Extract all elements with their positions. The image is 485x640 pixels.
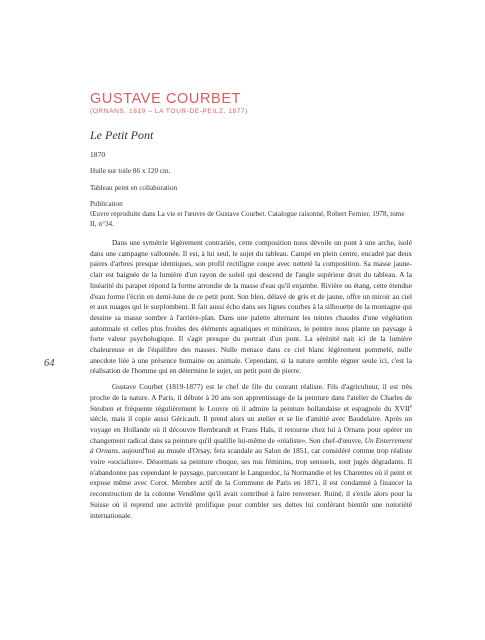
work-year: 1870 [90, 150, 106, 159]
bio-part-1: Gustave Courbet (1819-1877) est le chef de file du courant réaliste. Fils d'agriculteur, il est très proche de la nature. A Paris, il débute à 20 ans son apprentissage de la peinture dans l'atelier de Charles de Steuben et fréquente régulièrement le Louvre où il admire la peinture hollandaise et espagnole du XVII [90, 382, 412, 413]
century-superscript: e [409, 404, 412, 410]
bio-part-3: , aujourd'hui au musée d'Orsay, fera scandale au Salon de 1851, car considéré comme trop réaliste voire «socialiste». Désormais sa peinture choque, ses nus féminins, trop sensuels, sont jugés dégradants. Il n'abandonne pas cependant le paysage, parcourant le Languedoc, la Normandie et les Charentes où il peint et expose même avec Corot. Membre actif de la Commune de Paris en 1871, il est condamné à financer la reconstruction de la colonne Vendôme qu'il avait contribué à faire renverser. Ruiné, il s'exile alors pour la Suisse où il reprend une activité prolifique pour combler ses dettes lui conférant bientôt une notoriété internationale. [90, 446, 412, 520]
publication-label: Publication [90, 200, 123, 208]
work-title: Le Petit Pont [90, 128, 154, 142]
artwork-reference: Un Enterrement à Ornans [90, 435, 413, 456]
paragraph-description: Dans une symétrie légèrement contrariée, cette composition nous dévoile un pont à une arche, isolé dans une campagne vallonnée. Il est, à lui seul, le sujet du tableau. Campé en plein centre, encadré par deux paires d'arbres presque identiques, son profil rectiligne coupe avec netteté la composition. Sa masse jaune-clair est baignée de la lumière d'un rayon de soleil qui descend de l'angle supérieur droit du tableau. A la linéarité du parapet répond la forme arrondie de la masse d'eau qu'il enjambe. Rivière ou étang, cette étendue d'eau forme l'écrin en demi-lune de ce petit pont. Son bleu, délavé de gris et de jaune, offre un miroir au ciel et aux nuages qui le surplombent. Il fait aussi écho dans ses lignes courbes à la silhouette de la montagne qui dessine sa masse sombre à l'arrière-plan. Dans une palette alternant les teintes chaudes d'une végétation automnale et celles plus froides des éléments aquatiques et minéraux, le peintre nous plante un paysage à forte valeur psychologique. Il s'agit presque du portrait d'un pont. La sérénité nait ici de la lumière chaleureuse et de l'équilibre des masses. Nulle menace dans ce ciel blanc légèrement pommelé, nulle anecdote liée à une présence humaine ou animale. Cependant, si la nature semble régner seule ici, c'est la réalisation de l'homme qui en détermine le sujet, un petit pont de pierre. [90, 238, 412, 376]
paragraph-biography [90, 382, 412, 521]
work-note: Tableau peint en collaboration [90, 184, 178, 192]
bio-part-2: siècle, mais il copie aussi Géricault. Il prend alors un atelier et se lie d'amitié avec Baudelaire. Après un voyage en Hollande où il découvre Rembrandt et Frans Hals, il retourne chez lui à Ornans pour opérer un changement radical dans sa peinture qu'il qualifie lui-même de «réaliste». Son chef-d'œuvre, [90, 414, 412, 445]
publication-text: Œuvre reproduite dans La vie et l'œuvre de Gustave Courbet. Catalogue raisonné, Robert Fernier, 1978, tome II, n°34. [90, 210, 405, 228]
body-text [90, 238, 412, 526]
page-number: 64 [44, 358, 55, 369]
artist-name: GUSTAVE COURBET [90, 91, 242, 107]
artist-lifespan: (ORNANS, 1819 – LA TOUR-DE-PEILZ, 1877) [90, 108, 248, 115]
work-medium: Huile sur toile 86 x 120 cm. [90, 167, 171, 175]
